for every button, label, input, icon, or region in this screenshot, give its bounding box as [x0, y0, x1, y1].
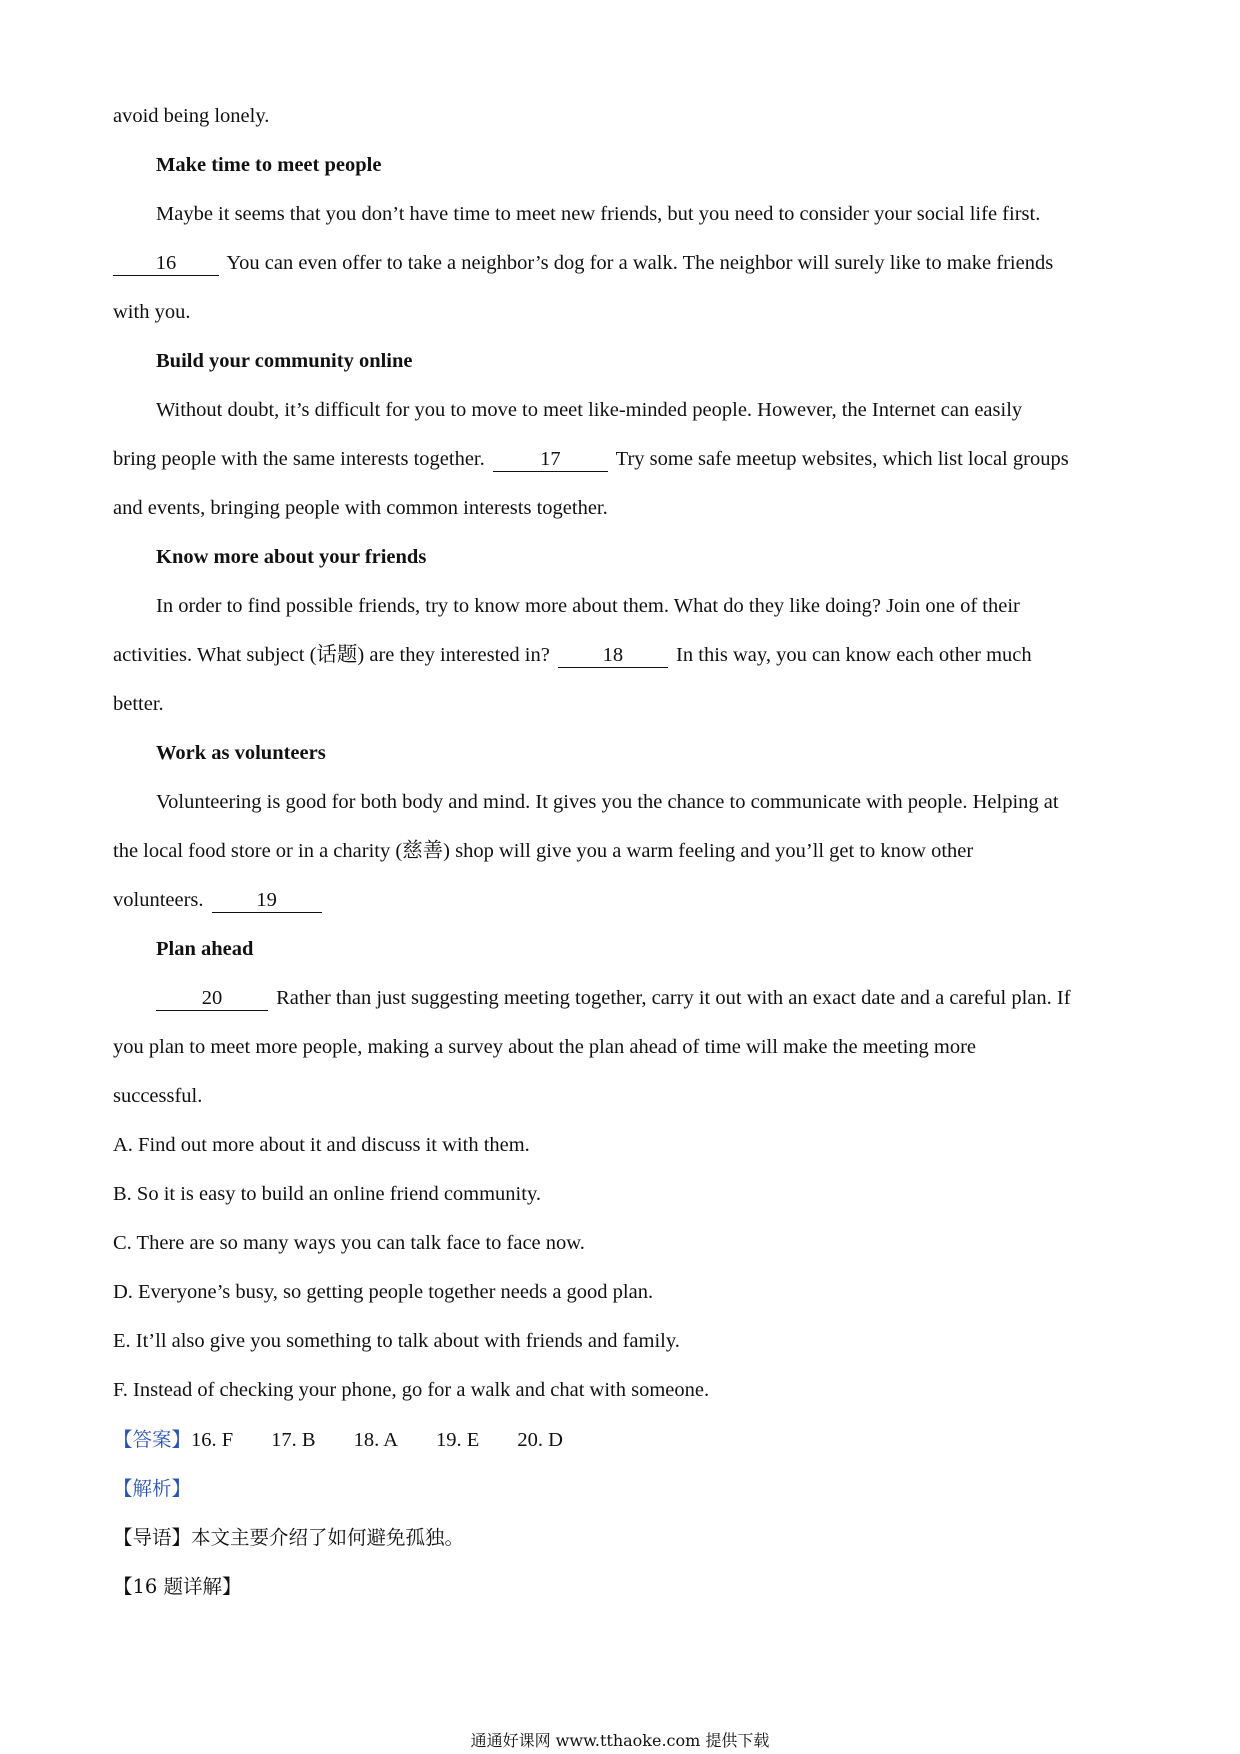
answer-item: 17. B: [271, 1429, 316, 1451]
paragraph-text: You can even offer to take a neighbor’s dog for a walk. The neighbor will surely like to make friends: [222, 252, 1054, 274]
paragraph-line: In order to find possible friends, try to know more about them. What do they like doing? Join one of their: [156, 595, 1020, 617]
paragraph-line: [113, 974, 1133, 1023]
document-page: [113, 92, 1133, 1611]
paragraph-text: volunteers.: [113, 889, 209, 911]
paragraph-line: Without doubt, it’s difficult for you to move to meet like-minded people. However, the Internet can easily: [156, 399, 1023, 421]
detail-16-heading: 【16 题详解】: [113, 1575, 242, 1598]
answer-tag: 【答案】: [113, 1428, 192, 1451]
answer-item: 20. D: [517, 1429, 563, 1451]
answer-item: 18. A: [353, 1429, 399, 1451]
paragraph-text: activities. What subject (话题) are they interested in?: [113, 644, 555, 666]
guide-line: 【导语】本文主要介绍了如何避免孤独。: [113, 1526, 465, 1549]
paragraph-text: In this way, you can know each other much: [670, 644, 1032, 666]
page-footer: 通通好课网 www.tthaoke.com 提供下载: [470, 1731, 770, 1750]
option-d: D. Everyone’s busy, so getting people together needs a good plan.: [113, 1281, 654, 1303]
paragraph-text: Try some safe meetup websites, which list local groups: [610, 448, 1069, 470]
answer-item: 19. E: [436, 1429, 480, 1451]
blank-16: 16: [113, 251, 219, 276]
option-f: F. Instead of checking your phone, go for a walk and chat with someone.: [113, 1379, 710, 1401]
option-e: E. It’ll also give you something to talk about with friends and family.: [113, 1330, 680, 1352]
section-heading-meet-people: Make time to meet people: [156, 154, 382, 176]
answer-line: [113, 1415, 1133, 1464]
option-b: B. So it is easy to build an online friend community.: [113, 1183, 541, 1205]
paragraph-line: [113, 239, 1133, 288]
answer-item: 16. F: [191, 1429, 234, 1451]
blank-20: 20: [156, 986, 268, 1011]
paragraph-line: you plan to meet more people, making a survey about the plan ahead of time will make the meeting more: [113, 1036, 977, 1058]
option-a: A. Find out more about it and discuss it with them.: [113, 1134, 530, 1156]
paragraph-line: [113, 435, 1133, 484]
paragraph-line: [113, 631, 1133, 680]
paragraph-line: Volunteering is good for both body and mind. It gives you the chance to communicate with people. Helping at: [156, 791, 1059, 813]
blank-19: 19: [212, 888, 322, 913]
blank-18: 18: [558, 643, 668, 668]
section-heading-know-friends: Know more about your friends: [156, 546, 427, 568]
blank-17: 17: [493, 447, 608, 472]
paragraph-line: successful.: [113, 1085, 203, 1107]
paragraph-line: and events, bringing people with common interests together.: [113, 497, 608, 519]
section-heading-community-online: Build your community online: [156, 350, 413, 372]
paragraph-line: [113, 876, 1133, 925]
intro-ending: avoid being lonely.: [113, 105, 270, 127]
section-heading-volunteers: Work as volunteers: [156, 742, 326, 764]
paragraph-text: bring people with the same interests together.: [113, 448, 490, 470]
option-c: C. There are so many ways you can talk face to face now.: [113, 1232, 585, 1254]
paragraph-line: better.: [113, 693, 164, 715]
paragraph-text: Rather than just suggesting meeting together, carry it out with an exact date and a careful plan. If: [271, 987, 1071, 1009]
paragraph-line: Maybe it seems that you don’t have time to meet new friends, but you need to consider your social life first.: [156, 203, 1041, 225]
analysis-tag: 【解析】: [113, 1477, 192, 1500]
paragraph-line: the local food store or in a charity (慈善) shop will give you a warm feeling and you’ll get to know other: [113, 840, 974, 862]
section-heading-plan-ahead: Plan ahead: [156, 938, 254, 960]
paragraph-line: with you.: [113, 301, 191, 323]
